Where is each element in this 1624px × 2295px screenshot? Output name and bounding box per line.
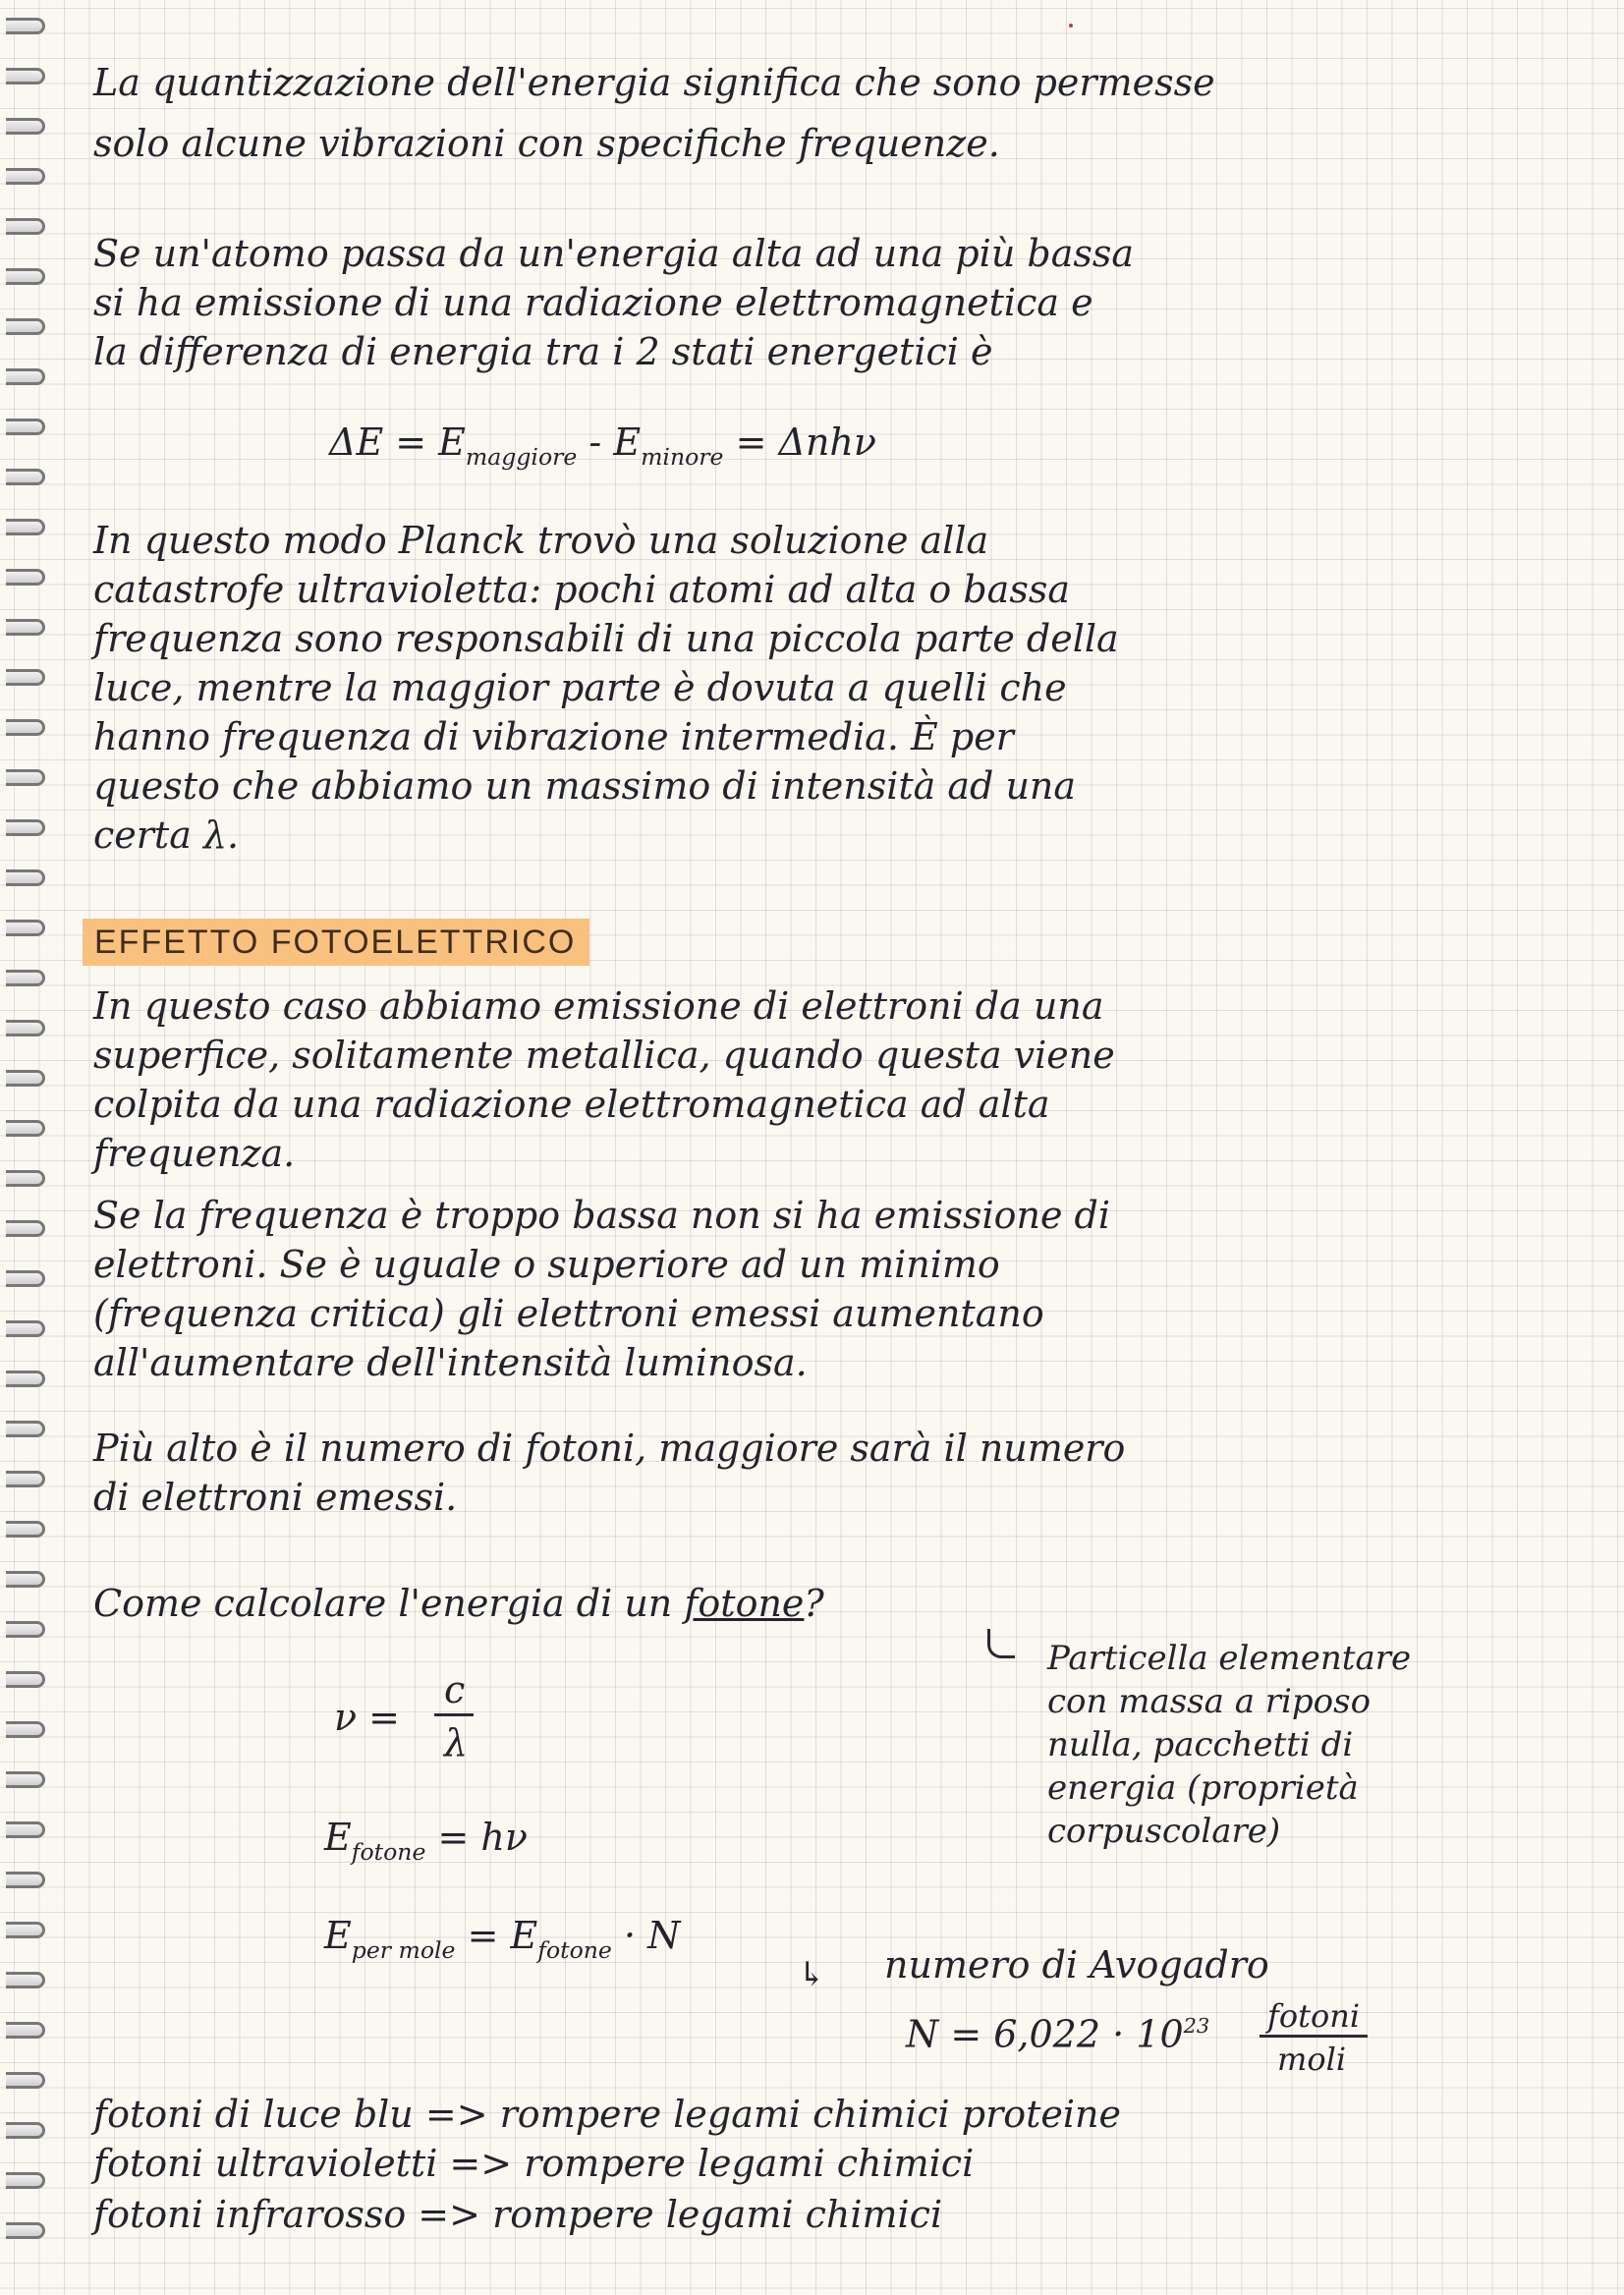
spiral-ring [6,2172,45,2189]
spiral-ring [6,920,45,936]
text-line: Più alto è il numero di fotoni, maggiore sarà il numero [93,1427,1126,1470]
spiral-ring [6,1070,45,1087]
spiral-ring [6,68,45,84]
note-line: con massa a riposo [1047,1682,1372,1721]
spiral-ring [6,970,45,986]
e-mole-sub: per mole [351,1935,456,1964]
text-line: catastrofe ultravioletta: pochi atomi ad alta o bassa [93,568,1070,611]
spiral-ring [6,1120,45,1137]
spiral-ring [6,419,45,435]
e-mole-sub2: fotone [537,1935,612,1964]
spiral-ring [6,1571,45,1588]
text-line: Se la frequenza è troppo bassa non si ha emissione di [93,1194,1110,1237]
avogadro-unit-numerator: fotoni [1267,1997,1361,2035]
formula-nu-lhs: ν = [334,1696,401,1739]
spiral-ring [6,1922,45,1938]
text-line: In questo modo Planck trovò una soluzione alla [93,519,989,562]
avogadro-label: numero di Avogadro [884,1943,1269,1987]
text-line: solo alcune vibrazioni con specifiche frequenze. [93,122,1000,165]
arrow-icon: ↳ [798,1955,826,1994]
text-line: luce, mentre la maggior parte è dovuta a quelli che [93,666,1067,709]
e-mole-rhs: · N [611,1914,681,1957]
text-line: hanno frequenza di vibrazione intermedia. È per [93,715,1014,758]
note-line: Particella elementare [1047,1639,1412,1678]
spiral-ring [6,1821,45,1838]
text-line: fotoni ultravioletti => rompere legami chimici [93,2142,975,2185]
formula-nu-numerator: c [444,1668,466,1711]
spiral-ring [6,2022,45,2039]
ink-dot [1069,24,1073,28]
avogadro-exponent: 23 [1183,2014,1210,2038]
spiral-ring [6,1371,45,1387]
spiral-binding [0,0,59,2295]
spiral-ring [6,769,45,786]
question-suffix: ? [804,1582,824,1625]
formula-e-mole [324,1914,680,1972]
spiral-ring [6,1872,45,1888]
note-line: energia (proprietà [1047,1768,1359,1808]
spiral-ring [6,1521,45,1538]
arrow-icon [987,1629,1015,1658]
spiral-ring [6,719,45,736]
e-mole-symbol: E [324,1914,352,1957]
text-line: fotoni infrarosso => rompere legami chimici [93,2193,943,2236]
spiral-ring [6,1721,45,1738]
spiral-ring [6,2072,45,2089]
eq-mid: - E [577,420,642,464]
spiral-ring [6,1972,45,1988]
e-photon-rhs: = hν [425,1816,528,1859]
text-line: la differenza di energia tra i 2 stati energetici è [93,330,993,373]
spiral-ring [6,1220,45,1237]
spiral-ring [6,368,45,385]
spiral-ring [6,869,45,886]
e-photon-sub: fotone [351,1837,426,1866]
formula-e-photon [324,1816,528,1874]
text-line: (frequenza critica) gli elettroni emessi aumentano [93,1292,1044,1335]
e-photon-symbol: E [324,1816,352,1859]
text-line: si ha emissione di una radiazione elettromagnetica e [93,281,1093,324]
text-line: all'aumentare dell'intensità luminosa. [93,1341,808,1384]
spiral-ring [6,1170,45,1187]
text-line: di elettroni emessi. [93,1476,458,1519]
text-line: certa λ. [93,813,240,857]
question-word-fotone: fotone [684,1582,805,1625]
question-prefix: Come calcolare l'energia di un [93,1582,685,1625]
avogadro-unit-denominator: moli [1277,2041,1347,2078]
spiral-ring [6,619,45,636]
formula-nu-denominator: λ [444,1721,469,1764]
spiral-ring [6,1671,45,1688]
eq-sub-maggiore: maggiore [465,442,578,471]
spiral-ring [6,2222,45,2239]
spiral-ring [6,519,45,535]
spiral-ring [6,218,45,235]
equation-delta-e [329,420,876,478]
spiral-ring [6,1020,45,1036]
spiral-ring [6,318,45,335]
spiral-ring [6,669,45,686]
text-line: fotoni di luce blu => rompere legami chimici proteine [93,2093,1121,2136]
eq-sub-minore: minore [641,442,724,471]
spiral-ring [6,118,45,135]
text-line: In questo caso abbiamo emissione di elettroni da una [93,984,1104,1028]
spiral-ring [6,1421,45,1437]
text-line: colpita da una radiazione elettromagnetica ad alta [93,1083,1050,1126]
question-line [93,1582,824,1625]
eq-lhs: ΔE = E [329,420,466,464]
text-line: questo che abbiamo un massimo di intensità ad una [93,764,1077,808]
spiral-ring [6,569,45,586]
spiral-ring [6,819,45,836]
spiral-ring [6,2122,45,2139]
eq-rhs: = Δnhν [723,420,876,464]
avogadro-value [906,2004,1209,2056]
text-line: frequenza. [93,1132,296,1175]
fraction-bar [434,1713,474,1716]
text-line: La quantizzazione dell'energia significa che sono permesse [93,61,1215,104]
spiral-ring [6,1771,45,1788]
text-line: superfice, solitamente metallica, quando questa viene [93,1034,1115,1077]
spiral-ring [6,268,45,285]
spiral-ring [6,168,45,185]
avogadro-value-main: N = 6,022 · 10 [906,2012,1184,2056]
e-mole-mid: = E [455,1914,538,1957]
note-line: nulla, pacchetti di [1047,1725,1354,1764]
text-line: frequenza sono responsabili di una piccola parte della [93,617,1119,660]
note-line: corpuscolare) [1047,1812,1281,1851]
spiral-ring [6,1621,45,1638]
text-line: Se un'atomo passa da un'energia alta ad una più bassa [93,232,1135,275]
spiral-ring [6,469,45,485]
spiral-ring [6,18,45,34]
spiral-ring [6,1270,45,1287]
spiral-ring [6,1471,45,1487]
text-line: elettroni. Se è uguale o superiore ad un minimo [93,1243,1000,1286]
section-title-highlight: EFFETTO FOTOELETTRICO [83,919,589,966]
spiral-ring [6,1320,45,1337]
